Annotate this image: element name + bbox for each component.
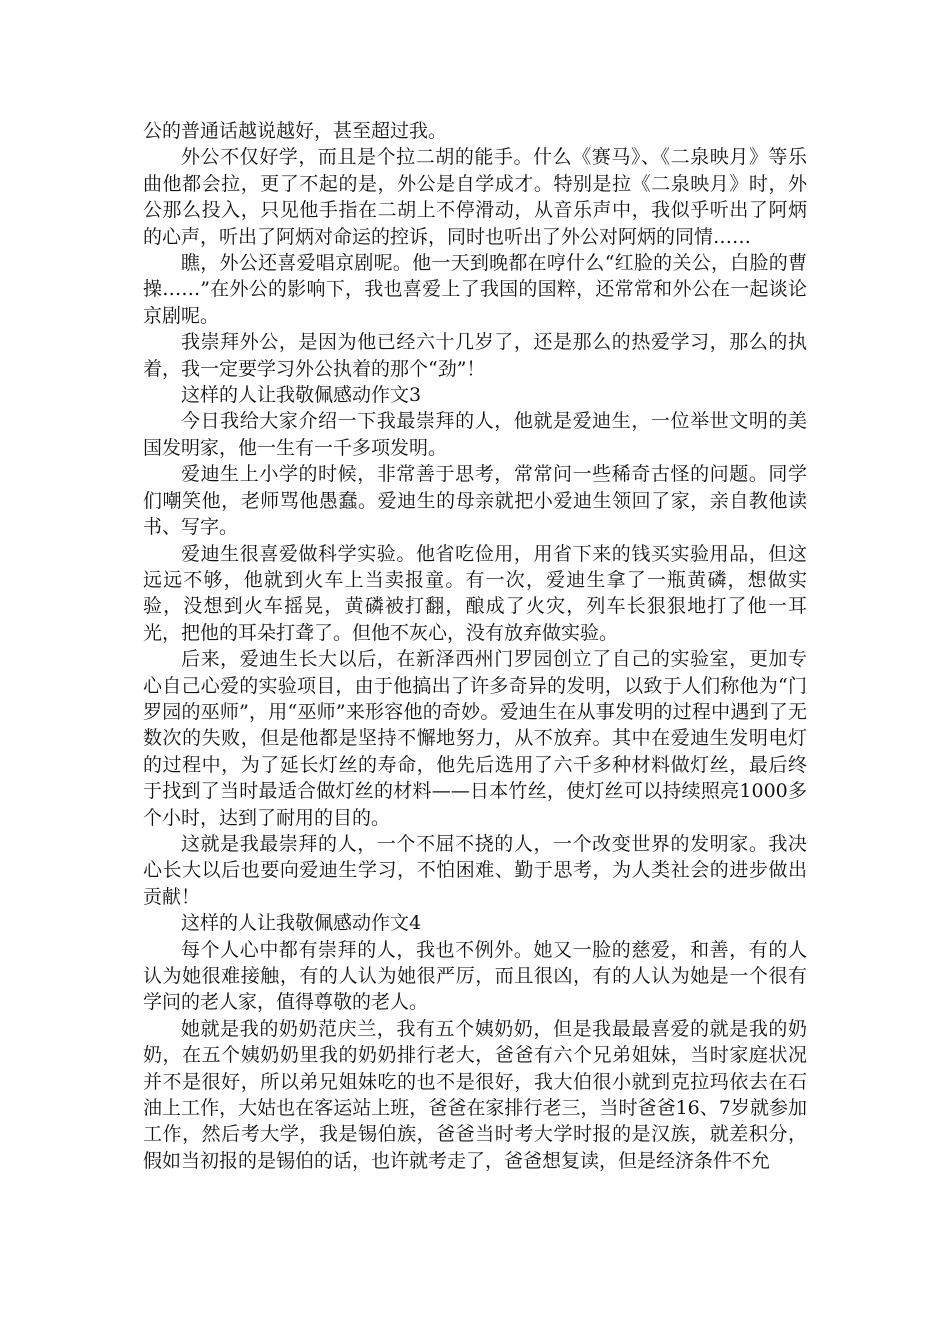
paragraph-erhu: 外公不仅好学，而且是个拉二胡的能手。什么《赛马》、《二泉映月》等乐曲他都会拉，更了不起的是，外公是自学成才。特别是拉《二泉映月》时，外公那么投入，只见他手指在二胡上不停滑动，从音乐声中，我似乎听出了阿炳的心声，听出了阿炳对命运的控诉，同时也听出了外公对阿炳的同情…… — [143, 146, 807, 248]
document-page — [143, 118, 807, 1174]
paragraph-admire-grandpa: 我崇拜外公，是因为他已经六十几岁了，还是那么的热爱学习，那么的执着，我一定要学习外公执着的那个“劲”！ — [143, 331, 807, 380]
paragraph-edison-experiments: 爱迪生很喜爱做科学实验。他省吃俭用，用省下来的钱买实验用品，但这远远不够，他就到火车上当卖报童。有一次，爱迪生拿了一瓶黄磷，想做实验，没想到火车摇晃，黄磷被打翻，酿成了火灾，列车长狠狠地打了他一耳光，把他的耳朵打聋了。但他不灰心，没有放弃做实验。 — [143, 542, 807, 644]
section-heading-3: 这样的人让我敬佩感动作文3 — [181, 384, 422, 407]
paragraph-edison-school: 爱迪生上小学的时候，非常善于思考，常常问一些稀奇古怪的问题。同学们嘲笑他，老师骂他愚蠢。爱迪生的母亲就把小爱迪生领回了家，亲自教他读书、写字。 — [143, 463, 807, 539]
paragraph-edison-menlo-park: 后来，爱迪生长大以后，在新泽西州门罗园创立了自己的实验室，更加专心自己心爱的实验项目，由于他搞出了许多奇异的发明，以致于人们称他为“门罗园的巫师”，用“巫师”来形容他的奇妙。爱迪生在从事发明的过程中遇到了无数次的失败，但是他都是坚持不懈地努力，从不放弃。其中在爱迪生发明电灯的过程中，为了延长灯丝的寿命，他先后选用了六千多种材料做灯丝，最后终于找到了当时最适合做灯丝的材料——日本竹丝，使灯丝可以持续照亮1000多个小时，达到了耐用的目的。 — [143, 648, 807, 829]
paragraph-edison-intro: 今日我给大家介绍一下我最崇拜的人，他就是爱迪生，一位举世文明的美国发明家，他一生有一千多项发明。 — [143, 410, 807, 459]
section-heading-4: 这样的人让我敬佩感动作文4 — [181, 912, 422, 935]
paragraph-grandma-intro: 每个人心中都有崇拜的人，我也不例外。她又一脸的慈爱，和善，有的人认为她很难接触，有的人认为她很严厉，而且很凶，有的人认为她是一个很有学问的老人家，值得尊敬的老人。 — [143, 938, 807, 1014]
paragraph-continued: 公的普通话越说越好，甚至超过我。 — [143, 120, 448, 142]
paragraph-grandma-family: 她就是我的奶奶范庆兰，我有五个姨奶奶，但是我最最喜爱的就是我的奶奶，在五个姨奶奶里我的奶奶排行老大，爸爸有六个兄弟姐妹，当时家庭状况并不是很好，所以弟兄姐妹吃的也不是很好，我大伯很小就到克拉玛依去在石油上工作，大姑也在客运站上班，爸爸在家排行老三，当时爸爸16、7岁就参加工作，然后考大学，我是锡伯族，爸爸当时考大学时报的是汉族，就差积分，假如当初报的是锡伯的话，也许就考走了，爸爸想复读，但是经济条件不允 — [143, 1017, 807, 1172]
paragraph-edison-conclusion: 这就是我最崇拜的人，一个不屈不挠的人，一个改变世界的发明家。我决心长大以后也要向爱迪生学习，不怕困难、勤于思考，为人类社会的进步做出贡献！ — [143, 832, 807, 908]
paragraph-peking-opera: 瞧，外公还喜爱唱京剧呢。他一天到晚都在哼什么“红脸的关公，白脸的曹操……”在外公的影响下，我也喜爱上了我国的国粹，还常常和外公在一起谈论京剧呢。 — [143, 252, 807, 327]
